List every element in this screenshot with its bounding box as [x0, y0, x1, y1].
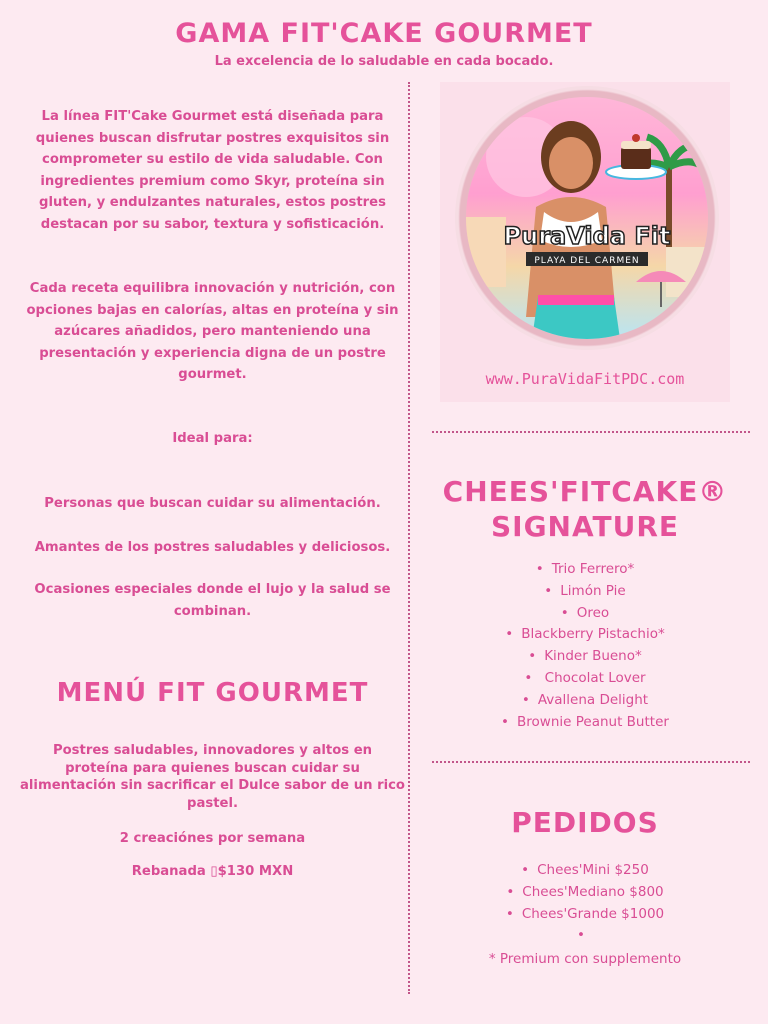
- list-item: • Limón Pie: [410, 581, 760, 603]
- page-title: GAMA FIT'CAKE GOURMET: [175, 18, 593, 49]
- horizontal-divider: [432, 761, 750, 763]
- menu-frequency: 2 creaciónes por semana: [119, 831, 306, 846]
- logo-location-text: PLAYA DEL CARMEN: [534, 256, 640, 266]
- menu-price: Rebanada ▯$130 MXN: [131, 864, 294, 879]
- list-item: • Kinder Bueno*: [410, 646, 760, 668]
- ideal-for-label: Ideal para:: [172, 431, 253, 446]
- brand-logo: [466, 97, 708, 339]
- horizontal-divider: [432, 431, 750, 433]
- page-subtitle: La excelencia de lo saludable en cada bocado.: [214, 54, 554, 69]
- website-url[interactable]: www.PuraVidaFitPDC.com: [485, 370, 685, 388]
- list-item: • Blackberry Pistachio*: [410, 624, 760, 646]
- signature-list: [410, 559, 760, 733]
- list-item: • Brownie Peanut Butter: [410, 712, 760, 734]
- orders-note: * Premium con supplemento: [488, 951, 682, 968]
- orders-list: [410, 860, 760, 947]
- menu-description: Postres saludables, innovadores y altos en proteína para quienes buscan cuidar su alimentación sin sacrificar el Dulce sabor de un rico pastel.: [20, 743, 405, 811]
- intro-paragraph-1: La línea FIT'Cake Gourmet está diseñada para quienes buscan disfrutar postres exquisitos sin comprometer su estilo de vida saludable. Con ingredientes premium como Skyr, proteína sin gluten, y endulzantes naturales, estos postres destacan por su sabor, textura y sofisticación.: [35, 109, 390, 232]
- signature-title-line1: CHEES'FITCAKE®: [442, 475, 728, 508]
- intro-paragraph-2: Cada receta equilibra innovación y nutrición, con opciones bajas en calorías, altas en proteína y sin azúcares añadidos, pero manteniendo una presentación y experiencia digna de un postre gourmet.: [26, 281, 399, 382]
- ideal-item: Amantes de los postres saludables y deliciosos.: [34, 540, 391, 555]
- list-item: • Chocolat Lover: [410, 668, 760, 690]
- signature-list-container: [410, 559, 760, 733]
- signature-title-line2: SIGNATURE: [490, 510, 680, 543]
- orders-title: PEDIDOS: [511, 806, 659, 839]
- logo-brand-text: PuraVida Fit: [503, 222, 671, 250]
- ideal-item: Ocasiones especiales donde el lujo y la salud se combinan.: [34, 582, 391, 619]
- logo-illustration: [466, 97, 708, 339]
- list-item: • Avallena Delight: [410, 690, 760, 712]
- signature-title: [410, 474, 760, 544]
- list-item: • Oreo: [410, 603, 760, 625]
- list-item: • Chees'Grande $1000: [410, 904, 760, 926]
- orders-list-container: [410, 860, 760, 971]
- menu-title: MENÚ FIT GOURMET: [56, 678, 369, 708]
- list-item: [410, 925, 760, 947]
- list-item: • Chees'Mini $250: [410, 860, 760, 882]
- list-item: • Trio Ferrero*: [410, 559, 760, 581]
- ideal-item: Personas que buscan cuidar su alimentación.: [44, 496, 381, 511]
- list-item: • Chees'Mediano $800: [410, 882, 760, 904]
